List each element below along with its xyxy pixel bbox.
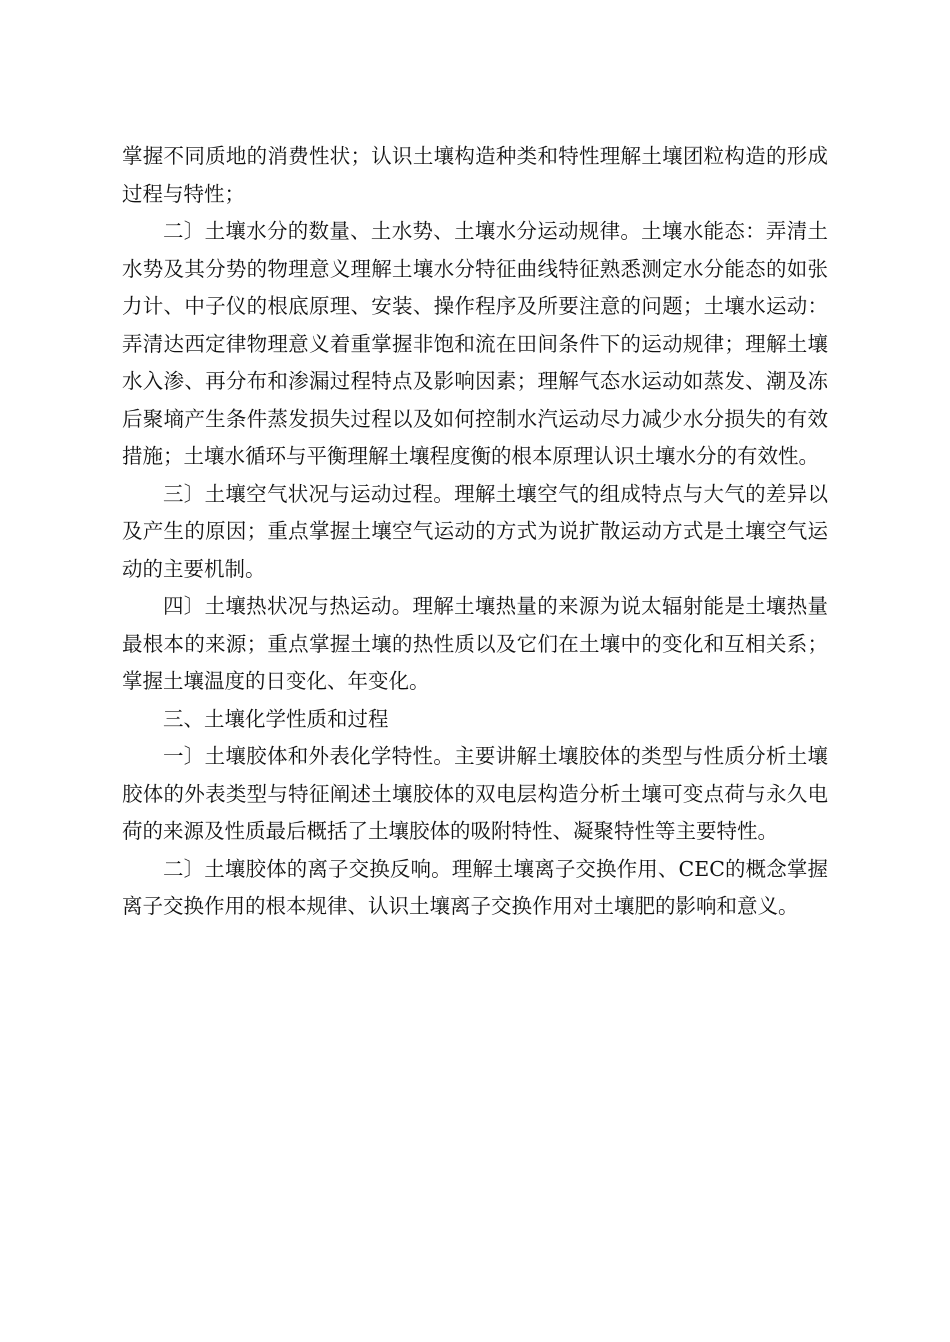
paragraph-continued: 掌握不同质地的消费性状；认识土壤构造种类和特性理解土壤团粒构造的形成过程与特性；: [122, 144, 828, 206]
paragraph-ion-exchange: 二〕土壤胶体的离子交换反响。理解土壤离子交换作用、CEC的概念掌握离子交换作用的根本规律、认识土壤离子交换作用对土壤肥的影响和意义。: [122, 856, 828, 918]
paragraph-soil-water: 二〕土壤水分的数量、土水势、土壤水分运动规律。土壤水能态：弄清土水势及其分势的物理意义理解土壤水分特征曲线特征熟悉测定水分能态的如张力计、中子仪的根底原理、安装、操作程序及所要注意的问题；土壤水运动：弄清达西定律物理意义着重掌握非饱和流在田间条件下的运动规律；理解土壤水入渗、再分布和渗漏过程特点及影响因素；理解气态水运动如蒸发、潮及冻后聚墒产生条件蒸发损失过程以及如何控制水汽运动尽力减少水分损失的有效措施；土壤水循环与平衡理解土壤程度衡的根本原理认识土壤水分的有效性。: [122, 219, 828, 468]
paragraph-soil-colloids: 一〕土壤胶体和外表化学特性。主要讲解土壤胶体的类型与性质分析土壤胶体的外表类型与特征阐述土壤胶体的双电层构造分析土壤可变点荷与永久电荷的来源及性质最后概括了土壤胶体的吸附特性、凝聚特性等主要特性。: [122, 744, 828, 843]
paragraph-soil-air: 三〕土壤空气状况与运动过程。理解土壤空气的组成特点与大气的差异以及产生的原因；重点掌握土壤空气运动的方式为说扩散运动方式是土壤空气运动的主要机制。: [122, 481, 828, 581]
paragraph-soil-heat: 四〕土壤热状况与热运动。理解土壤热量的来源为说太辐射能是土壤热量最根本的来源；重点掌握土壤的热性质以及它们在土壤中的变化和互相关系；掌握土壤温度的日变化、年变化。: [122, 594, 828, 693]
section-heading-soil-chemistry: 三、土壤化学性质和过程: [163, 706, 389, 731]
document-body: [122, 138, 828, 926]
